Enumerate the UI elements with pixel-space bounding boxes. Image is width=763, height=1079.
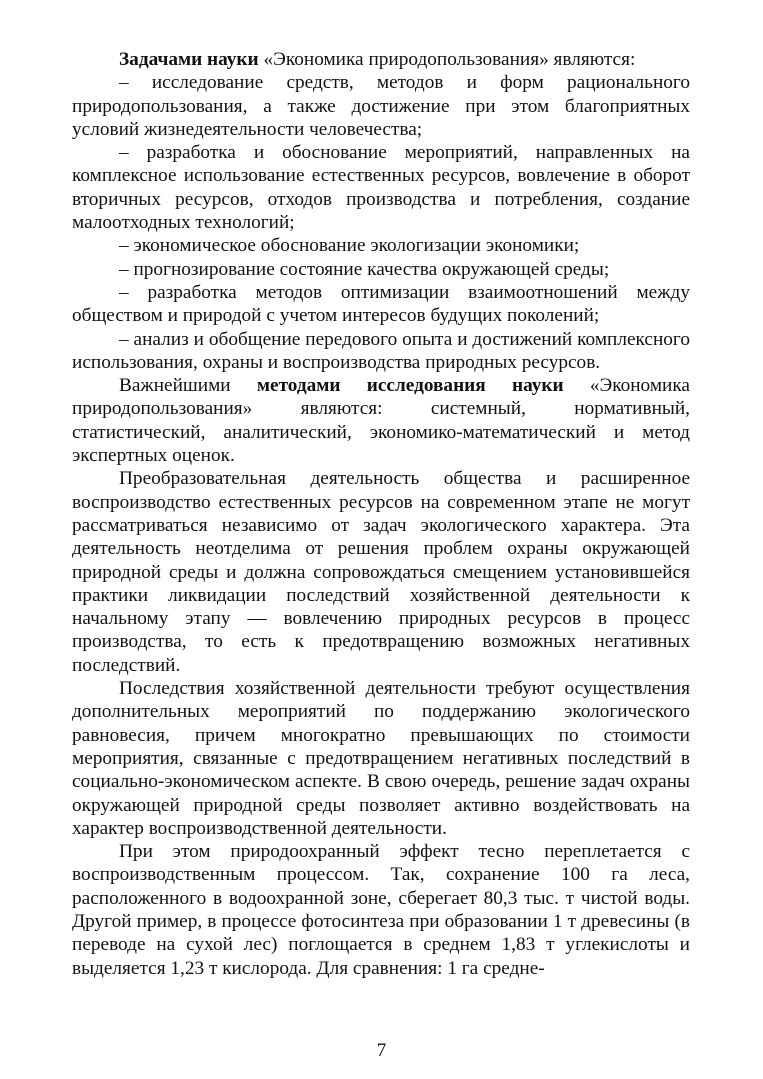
list-item-research: – исследование средств, методов и форм рационального природопользования, а также достижение при этом благоприятных условий жизнедеятельности человечества;	[72, 72, 690, 140]
paragraph-methods: Важнейшими методами исследования науки «Экономика природопользования» являются: системный, нормативный, статистический, аналитический, экономико-математический и метод экспертных оценок.	[72, 375, 690, 467]
paragraph-consequences: Последствия хозяйственной деятельности требуют осуществления дополнительных мероприятий по поддержанию экологического равновесия, причем многократно превышающих по стоимости мероприятия, связанные с предотвращением негативных последствий в социально-экономическом аспекте. В свою очередь, решение задач охраны окружающей природной среды позволяет активно воздействовать на характер воспроизводственной деятельности.	[72, 678, 690, 839]
paragraph-tasks-heading: Задачами науки «Экономика природопользования» являются:	[119, 49, 636, 70]
list-item-optimization: – разработка методов оптимизации взаимоотношений между обществом и природой с учетом интересов будущих поколений;	[72, 281, 690, 327]
list-item-analysis: – анализ и обобщение передового опыта и достижений комплексного использования, охраны и воспроизводства природных ресурсов.	[72, 328, 690, 373]
paragraph-environmental-effect: При этом природоохранный эффект тесно переплетается с воспроизводственным процессом. Так, сохранение 100 га леса, расположенного в водоохранной зоне, сберегает 80,3 тыс. т чистой воды. Другой пример, в процессе фотосинтеза при образовании 1 т древесины (в переводе на сухой лес) поглощается в среднем 1,83 т углекислоты и выделяется 1,23 т кислорода. Для сравнения: 1 га средне-	[72, 841, 690, 979]
paragraph-transformative-activity: Преобразовательная деятельность общества и расширенное воспроизводство естественных ресурсов на современном этапе не могут рассматриваться независимо от задач экологического характера. Эта деятельность неотделима от решения проблем охраны окружающей природной среды и должна сопровождаться смещением установившейся практики ликвидации последствий хозяйственной деятельности к начальному этапу — вовлечению природных ресурсов в процесс производства, то есть к предотвращению возможных негативных последствий.	[72, 468, 690, 676]
bold-term: Задачами науки	[119, 49, 259, 70]
page-number: 7	[376, 1040, 387, 1061]
list-item-economic-justification: – экономическое обоснование экологизации экономики;	[119, 235, 580, 257]
bold-term: методами исследования науки	[256, 375, 564, 397]
list-item-forecasting: – прогнозирование состояние качества окружающей среды;	[119, 258, 610, 280]
list-item-development: – разработка и обоснование мероприятий, направленных на комплексное использование естественных ресурсов, вовлечение в оборот вторичных ресурсов, отходов производства и потребления, создание малоотходных технологий;	[72, 142, 690, 234]
document-body	[72, 48, 690, 980]
